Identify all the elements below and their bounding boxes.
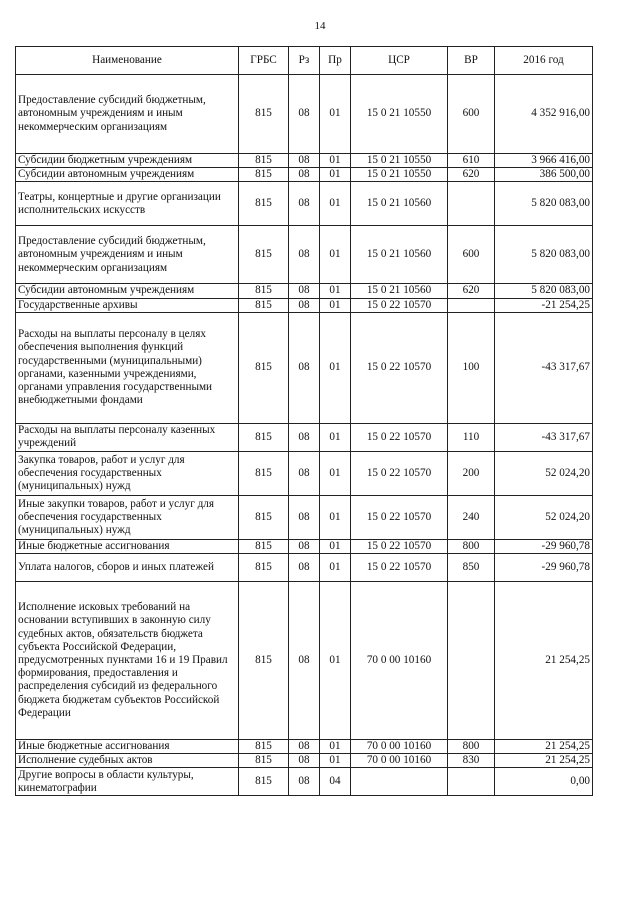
page-number: 14 [314, 20, 326, 32]
cell-csr: 15 0 21 10550 [351, 75, 448, 154]
cell-grbs: 815 [239, 423, 289, 451]
table-row [16, 740, 593, 754]
cell-grbs: 815 [239, 226, 289, 284]
cell-csr: 15 0 21 10550 [351, 168, 448, 182]
cell-rz: 08 [289, 539, 320, 553]
cell-vr: 850 [448, 554, 495, 582]
cell-grbs: 815 [239, 284, 289, 298]
cell-csr: 70 0 00 10160 [351, 582, 448, 740]
col-header-year: 2016 год [495, 47, 593, 75]
cell-name: Иные бюджетные ассигнования [16, 740, 239, 754]
cell-rz: 08 [289, 168, 320, 182]
cell-name: Предоставление субсидий бюджетным, автономным учреждениям и иным некоммерческим организациям [16, 75, 239, 154]
cell-rz: 08 [289, 451, 320, 495]
cell-vr: 110 [448, 423, 495, 451]
cell-grbs: 815 [239, 154, 289, 168]
table-row [16, 423, 593, 451]
cell-amount: 386 500,00 [495, 168, 593, 182]
cell-csr: 15 0 22 10570 [351, 312, 448, 423]
cell-rz: 08 [289, 740, 320, 754]
cell-vr [448, 582, 495, 740]
cell-amount: 21 254,25 [495, 754, 593, 768]
col-header-grbs: ГРБС [239, 47, 289, 75]
cell-pr: 01 [320, 75, 351, 154]
cell-vr: 800 [448, 740, 495, 754]
cell-rz: 08 [289, 423, 320, 451]
cell-vr: 620 [448, 284, 495, 298]
cell-pr: 01 [320, 182, 351, 226]
cell-pr: 01 [320, 226, 351, 284]
cell-amount: 21 254,25 [495, 582, 593, 740]
cell-name: Другие вопросы в области культуры, кинематографии [16, 768, 239, 796]
cell-grbs: 815 [239, 768, 289, 796]
table-row [16, 154, 593, 168]
cell-pr: 01 [320, 582, 351, 740]
cell-rz: 08 [289, 182, 320, 226]
cell-name: Иные бюджетные ассигнования [16, 539, 239, 553]
cell-vr [448, 768, 495, 796]
cell-vr: 600 [448, 75, 495, 154]
table-row [16, 554, 593, 582]
budget-table [15, 46, 593, 796]
cell-pr: 01 [320, 154, 351, 168]
table-row [16, 226, 593, 284]
table-row [16, 75, 593, 154]
cell-csr: 15 0 22 10570 [351, 495, 448, 539]
cell-amount: -43 317,67 [495, 312, 593, 423]
cell-csr [351, 768, 448, 796]
cell-rz: 08 [289, 284, 320, 298]
cell-rz: 08 [289, 495, 320, 539]
cell-rz: 08 [289, 582, 320, 740]
table-row [16, 451, 593, 495]
cell-csr: 70 0 00 10160 [351, 740, 448, 754]
cell-name: Субсидии автономным учреждениям [16, 168, 239, 182]
table-row [16, 312, 593, 423]
cell-vr: 610 [448, 154, 495, 168]
cell-csr: 15 0 21 10550 [351, 154, 448, 168]
cell-vr [448, 182, 495, 226]
cell-pr: 01 [320, 754, 351, 768]
cell-rz: 08 [289, 554, 320, 582]
cell-pr: 04 [320, 768, 351, 796]
cell-csr: 15 0 22 10570 [351, 423, 448, 451]
table-row [16, 168, 593, 182]
cell-amount: 5 820 083,00 [495, 284, 593, 298]
col-header-vr: ВР [448, 47, 495, 75]
cell-grbs: 815 [239, 740, 289, 754]
cell-pr: 01 [320, 554, 351, 582]
cell-amount: 4 352 916,00 [495, 75, 593, 154]
cell-name: Иные закупки товаров, работ и услуг для обеспечения государственных (муниципальных) нужд [16, 495, 239, 539]
cell-name: Расходы на выплаты персоналу казенных учреждений [16, 423, 239, 451]
cell-rz: 08 [289, 754, 320, 768]
cell-amount: 52 024,20 [495, 495, 593, 539]
cell-amount: 21 254,25 [495, 740, 593, 754]
cell-csr: 15 0 22 10570 [351, 539, 448, 553]
cell-vr: 600 [448, 226, 495, 284]
cell-grbs: 815 [239, 451, 289, 495]
cell-pr: 01 [320, 539, 351, 553]
cell-amount: 0,00 [495, 768, 593, 796]
cell-pr: 01 [320, 451, 351, 495]
table-row [16, 182, 593, 226]
table-row [16, 284, 593, 298]
cell-vr: 240 [448, 495, 495, 539]
cell-csr: 15 0 22 10570 [351, 298, 448, 312]
cell-name: Субсидии автономным учреждениям [16, 284, 239, 298]
table-row [16, 754, 593, 768]
col-header-csr: ЦСР [351, 47, 448, 75]
cell-name: Закупка товаров, работ и услуг для обеспечения государственных (муниципальных) нужд [16, 451, 239, 495]
cell-rz: 08 [289, 75, 320, 154]
cell-name: Театры, концертные и другие организации исполнительских искусств [16, 182, 239, 226]
cell-vr: 200 [448, 451, 495, 495]
cell-grbs: 815 [239, 298, 289, 312]
cell-pr: 01 [320, 298, 351, 312]
cell-grbs: 815 [239, 554, 289, 582]
cell-vr: 830 [448, 754, 495, 768]
cell-rz: 08 [289, 298, 320, 312]
cell-pr: 01 [320, 312, 351, 423]
cell-csr: 15 0 21 10560 [351, 182, 448, 226]
cell-name: Государственные архивы [16, 298, 239, 312]
cell-vr: 100 [448, 312, 495, 423]
cell-amount: 52 024,20 [495, 451, 593, 495]
cell-name: Исполнение исковых требований на основании вступивших в законную силу судебных актов, обязательств бюджета субъекта Российской Федерации, предусмотренных пунктами 16 и 19 Правил формирования, предоставления и распределения субсидий из федерального бюджета бюджетам субъектов Российской Федерации [16, 582, 239, 740]
cell-csr: 70 0 00 10160 [351, 754, 448, 768]
table-header-row [16, 47, 593, 75]
cell-grbs: 815 [239, 75, 289, 154]
cell-amount: 5 820 083,00 [495, 226, 593, 284]
cell-amount: 5 820 083,00 [495, 182, 593, 226]
cell-pr: 01 [320, 495, 351, 539]
cell-vr [448, 298, 495, 312]
table-row [16, 298, 593, 312]
cell-rz: 08 [289, 768, 320, 796]
cell-csr: 15 0 22 10570 [351, 554, 448, 582]
cell-name: Предоставление субсидий бюджетным, автономным учреждениям и иным некоммерческим организациям [16, 226, 239, 284]
table-body [16, 75, 593, 796]
cell-grbs: 815 [239, 182, 289, 226]
col-header-rz: Рз [289, 47, 320, 75]
cell-grbs: 815 [239, 495, 289, 539]
col-header-name: Наименование [16, 47, 239, 75]
cell-name: Исполнение судебных актов [16, 754, 239, 768]
cell-name: Расходы на выплаты персоналу в целях обеспечения выполнения функций государственными (муниципальными) органами, казенными учреждениями, органами управления государственными внебюджетными фондами [16, 312, 239, 423]
col-header-pr: Пр [320, 47, 351, 75]
cell-pr: 01 [320, 168, 351, 182]
cell-vr: 800 [448, 539, 495, 553]
table-row [16, 582, 593, 740]
cell-pr: 01 [320, 423, 351, 451]
cell-grbs: 815 [239, 312, 289, 423]
cell-amount: -29 960,78 [495, 539, 593, 553]
cell-name: Субсидии бюджетным учреждениям [16, 154, 239, 168]
cell-pr: 01 [320, 284, 351, 298]
cell-grbs: 815 [239, 168, 289, 182]
cell-amount: 3 966 416,00 [495, 154, 593, 168]
cell-grbs: 815 [239, 754, 289, 768]
cell-rz: 08 [289, 154, 320, 168]
cell-rz: 08 [289, 312, 320, 423]
cell-amount: -21 254,25 [495, 298, 593, 312]
cell-vr: 620 [448, 168, 495, 182]
cell-grbs: 815 [239, 539, 289, 553]
cell-name: Уплата налогов, сборов и иных платежей [16, 554, 239, 582]
cell-amount: -43 317,67 [495, 423, 593, 451]
cell-pr: 01 [320, 740, 351, 754]
table-row [16, 495, 593, 539]
cell-csr: 15 0 21 10560 [351, 226, 448, 284]
cell-amount: -29 960,78 [495, 554, 593, 582]
cell-grbs: 815 [239, 582, 289, 740]
cell-csr: 15 0 22 10570 [351, 451, 448, 495]
cell-csr: 15 0 21 10560 [351, 284, 448, 298]
table-row [16, 539, 593, 553]
table-row [16, 768, 593, 796]
cell-rz: 08 [289, 226, 320, 284]
